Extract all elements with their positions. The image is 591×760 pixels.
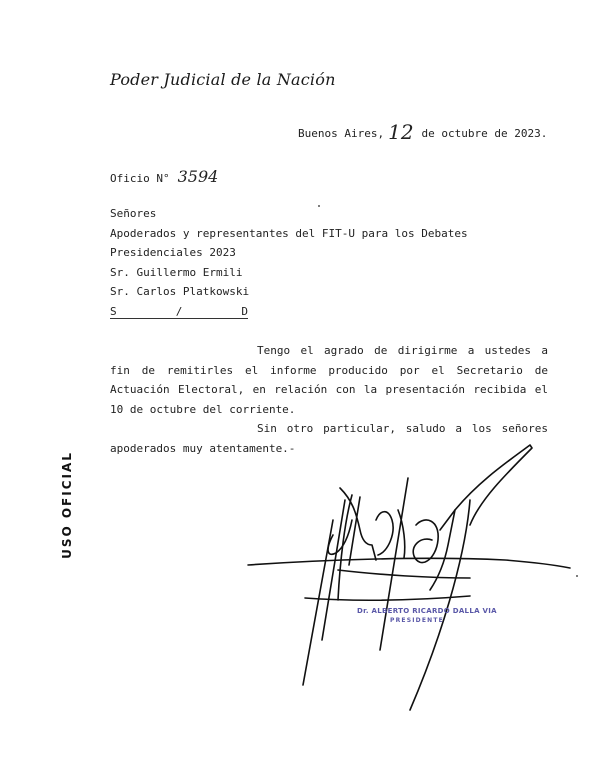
recipient-line: Señores [110,207,157,220]
body-paragraph: Sin otro particular, saludo a los señores apoderados muy atentamente.- [110,422,548,455]
stamp-name: Dr. ALBERTO RICARDO DALLA VIA [357,607,497,615]
stamp-title: PRESIDENTE [390,617,444,624]
date-suffix: de octubre de 2023. [421,127,548,140]
recipient-line: Sr. Carlos Platkowski [110,285,250,298]
recipient-line: Sr. Guillermo Ermili [110,265,243,279]
oficio-label: Oficio N° [110,172,170,185]
oficio-number-handwritten: 3594 [177,167,219,186]
speck [576,575,578,577]
side-label: USO OFICIAL [60,451,74,559]
date-prefix: Buenos Aires, [298,127,385,140]
signature-stamp [357,607,497,624]
recipient-line: Apoderados y representantes del FIT-U para los Debates [110,226,468,240]
letterhead: Poder Judicial de la Nación [110,70,336,89]
body-paragraph: Tengo el agrado de dirigirme a ustedes a fin de remitirles el informe producido por el Secretario de Actuación Electoral, en relación con la presentación recibida el 10 de octubre del corriente. [110,344,548,416]
sd-d: D [241,304,248,318]
speck [318,205,320,207]
recipient-line: Presidenciales 2023 [110,246,236,259]
sd-s: S [110,304,117,318]
sd-slash: / [175,304,183,318]
date-day-handwritten: 12 [388,120,414,144]
